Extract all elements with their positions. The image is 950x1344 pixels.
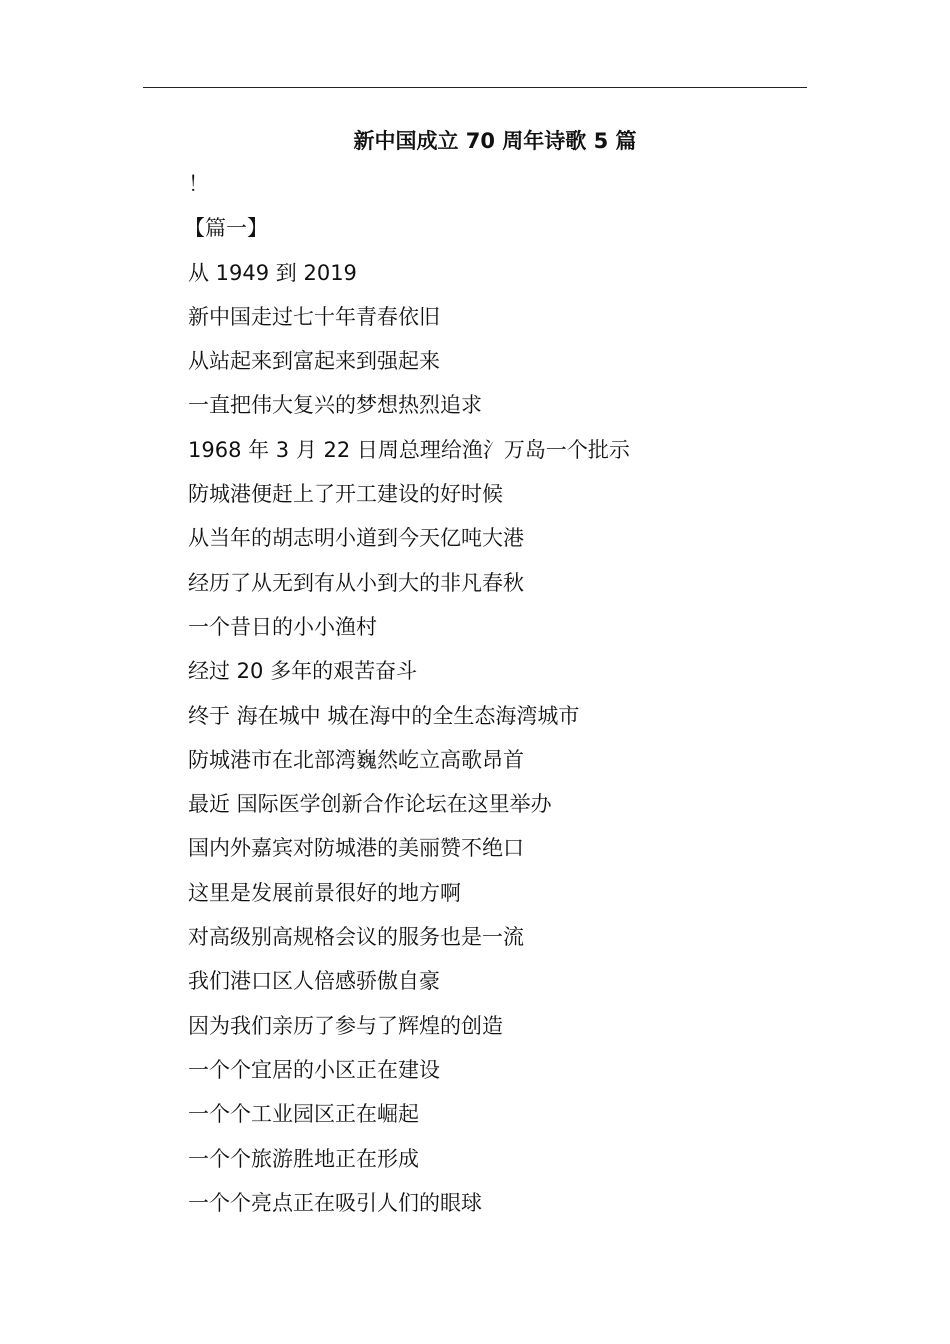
text-line: 一个个工业园区正在崛起 [188,1102,419,1127]
text-line: 最近 国际医学创新合作论坛在这里举办 [188,792,552,817]
text-line: 一个个宜居的小区正在建设 [188,1057,440,1082]
page-title: 新中国成立 70 周年诗歌 5 篇 [353,129,637,153]
text-line: 一个个亮点正在吸引人们的眼球 [188,1190,482,1215]
text-line: 我们港口区人倍感骄傲自豪 [188,969,440,994]
text-line: 国内外嘉宾对防城港的美丽赞不绝口 [188,836,524,861]
text-line: 新中国走过七十年青春依旧 [188,304,440,329]
text-line: 这里是发展前景很好的地方啊 [188,880,461,905]
text-line: 防城港便赶上了开工建设的好时候 [188,482,503,507]
text-line: 从站起来到富起来到强起来 [188,349,440,374]
text-line: 终于 海在城中 城在海中的全生态海湾城市 [188,703,580,728]
text-line: 从当年的胡志明小道到今天亿吨大港 [188,526,524,551]
text-line: 1968 年 3 月 22 日周总理给渔氵万岛一个批示 [188,437,630,462]
text-line: 防城港市在北部湾巍然屹立高歌昂首 [188,747,524,772]
poem-body [184,166,808,1229]
text-line: 从 1949 到 2019 [188,260,357,285]
text-line: 对高级别高规格会议的服务也是一流 [188,925,524,950]
section-heading: 【篇一】 [184,216,268,241]
header-rule [143,87,807,88]
text-line: 一个昔日的小小渔村 [188,614,377,639]
text-line: 经历了从无到有从小到大的非凡春秋 [188,570,524,595]
text-line: 经过 20 多年的艰苦奋斗 [188,659,418,684]
text-line: 因为我们亲历了参与了辉煌的创造 [188,1013,503,1038]
text-line: 一直把伟大复兴的梦想热烈追求 [188,393,482,418]
text-line: ！ [188,172,209,196]
text-line: 一个个旅游胜地正在形成 [188,1146,419,1171]
